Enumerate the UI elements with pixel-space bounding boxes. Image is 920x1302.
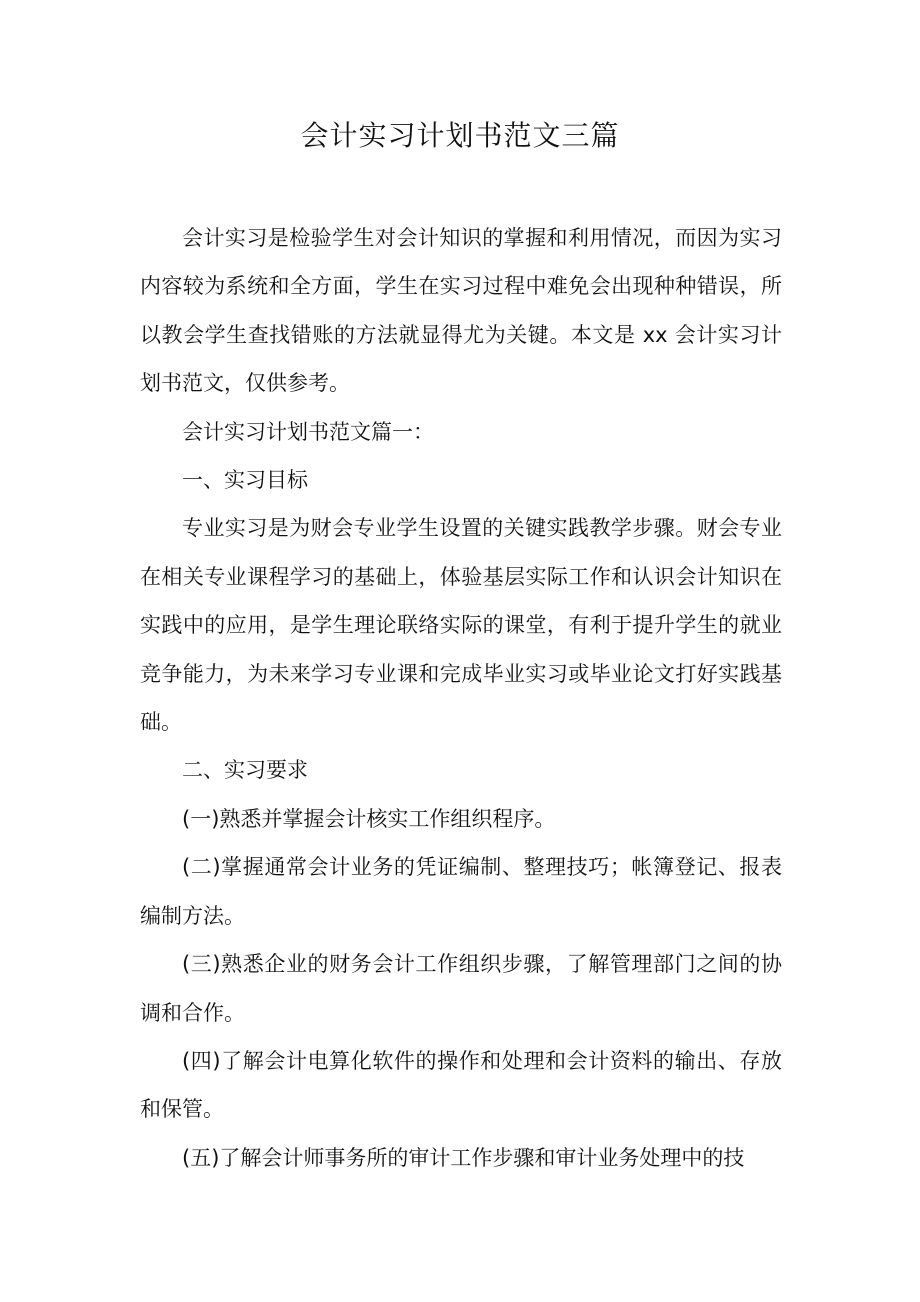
paragraph-internship-goal: 专业实习是为财会专业学生设置的关键实践教学步骤。财会专业在相关专业课程学习的基础上，体验基层实际工作和认识会计知识在实践中的应用，是学生理论联络实际的课堂，有利于提升学生的就业竞争能力，为未来学习专业课和完成毕业实习或毕业论文打好实践基础。 (140, 516, 782, 735)
paragraph-intro: 会计实习是检验学生对会计知识的掌握和利用情况，而因为实习内容较为系统和全方面，学生在实习过程中难免会出现种种错误，所以教会学生查找错账的方法就显得尤为关键。本文是 xx 会计实习计划书范文，仅供参考。 (140, 226, 782, 396)
document-body (140, 214, 782, 1182)
paragraph-section-heading: 会计实习计划书范文篇一： (182, 419, 434, 444)
heading-internship-requirements: 二、实习要求 (182, 758, 308, 783)
requirement-item-5: (五)了解会计师事务所的审计工作步骤和审计业务处理中的技 (182, 1145, 745, 1170)
requirement-item-3: (三)熟悉企业的财务会计工作组织步骤，了解管理部门之间的协调和合作。 (140, 952, 782, 1025)
requirement-item-4: (四)了解会计电算化软件的操作和处理和会计资料的输出、存放和保管。 (140, 1048, 782, 1122)
document-title: 会计实习计划书范文三篇 (300, 119, 620, 152)
heading-internship-goal: 一、实习目标 (182, 468, 308, 493)
requirement-item-1: (一)熟悉并掌握会计核实工作组织程序。 (182, 806, 556, 831)
requirement-item-2: (二)掌握通常会计业务的凭证编制、整理技巧；帐簿登记、报表编制方法。 (140, 855, 782, 928)
